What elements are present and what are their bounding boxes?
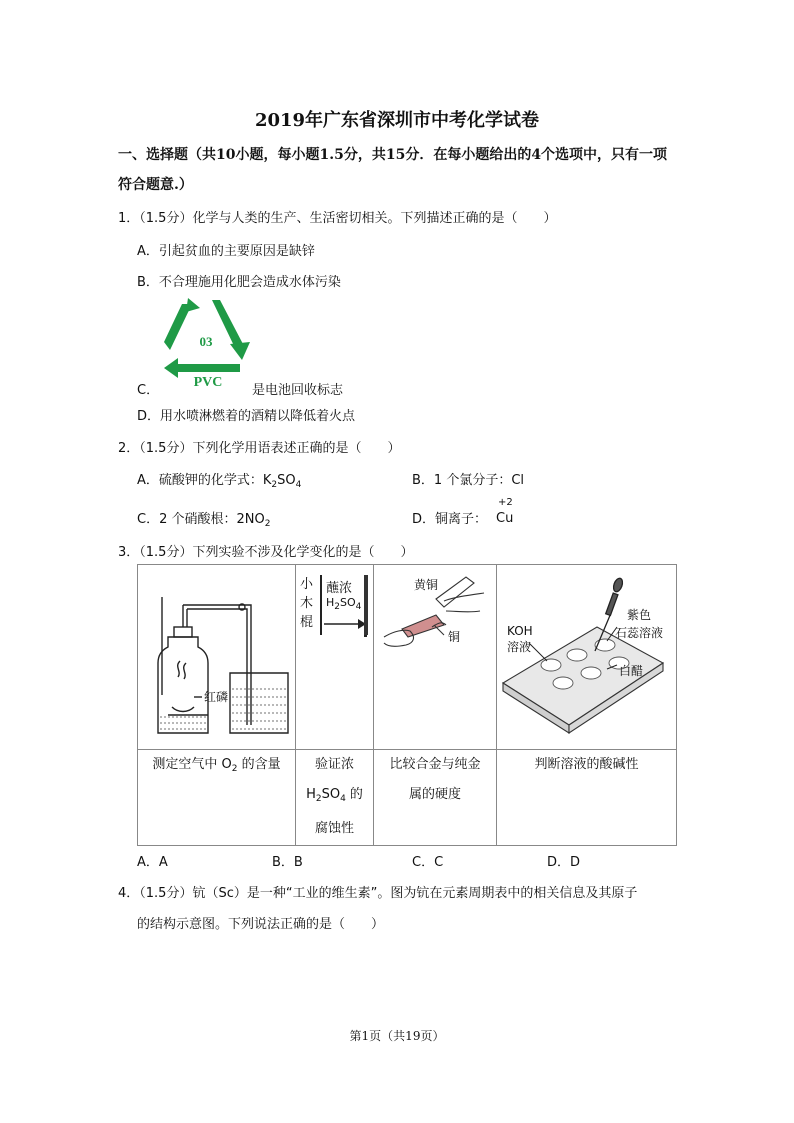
apparatus-red-phosphorus-icon (138, 565, 295, 745)
acid-h: H (326, 596, 335, 609)
q3-option-a: A．A (137, 855, 168, 870)
caption-b-so: SO (321, 787, 341, 802)
q2-option-c (137, 508, 270, 529)
experiment-table (137, 564, 677, 846)
caption-b-sub2: 4 (340, 794, 346, 804)
section-heading-line2: 符合题意.） (118, 177, 193, 193)
page-title: 2019年广东省深圳市中考化学试卷 (254, 110, 540, 131)
stick-char-3: 棍 (300, 615, 314, 630)
recycle-code: 03 (199, 334, 213, 349)
q2-option-b: B．1 个氯分子：Cl (412, 473, 525, 488)
q2-a-sub2: 4 (295, 480, 302, 490)
q3-option-b: B．B (272, 855, 303, 870)
page-footer: 第1页（共19页） (349, 1029, 445, 1043)
q1-option-d: D．用水喷淋燃着的酒精以降低着火点 (137, 409, 356, 424)
q4-line1: 4．（1.5分）钪（Sc）是一种“工业的维生素”。图为钪在元素周期表中的相关信息及其原子 (118, 886, 638, 901)
scratch-hardness-icon (374, 565, 496, 745)
caption-d: 判断溶液的酸碱性 (497, 750, 677, 846)
recycle-label: PVC (193, 375, 223, 388)
acid-so: SO (340, 596, 356, 609)
q2-c-text: C．2 个硝酸根：2NO (137, 512, 265, 527)
koh-label-2: 溶液 (507, 640, 532, 654)
figure-b-cell (296, 565, 374, 750)
caption-c (374, 750, 497, 846)
caption-a-text: 测定空气中 O (152, 757, 232, 772)
spot-plate-icon (497, 565, 676, 745)
q2-option-a (137, 469, 301, 490)
red-phosphorus-label: 红磷 (204, 690, 229, 704)
acid-label (326, 596, 361, 612)
q1-option-c-suffix: 是电池回收标志 (252, 383, 344, 398)
caption-b-sub1: 2 (315, 794, 322, 804)
caption-c-line1: 比较合金与纯金 (389, 757, 481, 772)
blackened-stick (364, 575, 368, 635)
dipped-label: 蘸浓 (326, 581, 353, 596)
q2-d-charge: +2 (498, 497, 513, 508)
caption-b-de: 的 (345, 787, 363, 802)
q2-c-sub: 2 (264, 519, 271, 529)
caption-a-suffix: 的含量 (237, 757, 281, 772)
q1-option-c-prefix: C． (137, 383, 160, 398)
vinegar-label: 白醋 (619, 664, 644, 678)
q3-stem: 3．（1.5分）下列实验不涉及化学变化的是（ ） (118, 545, 414, 560)
q2-a-text: A．硫酸钾的化学式：K (137, 473, 272, 488)
caption-a-sub: 2 (231, 764, 238, 774)
arrow-right-icon (322, 615, 368, 637)
q1-option-b: B．不合理施用化肥会造成水体污染 (137, 275, 341, 290)
caption-b-h: H (306, 787, 316, 802)
litmus-label-2: 石蕊溶液 (615, 626, 664, 640)
figure-d-cell (497, 565, 677, 750)
figure-c-cell (374, 565, 497, 750)
acid-sub2: 4 (355, 602, 362, 612)
q2-a-mid: SO (277, 473, 296, 488)
section-heading-line1: 一、选择题（共10小题，每小题1.5分，共15分．在每小题给出的4个选项中，只有一项 (118, 147, 668, 163)
recycle-symbol-icon (160, 298, 252, 388)
q2-stem: 2．（1.5分）下列化学用语表述正确的是（ ） (118, 441, 401, 456)
brass-label: 黄铜 (414, 578, 439, 592)
figure-a-cell (138, 565, 296, 750)
caption-a (138, 750, 296, 846)
caption-b (296, 750, 374, 846)
q2-a-sub1: 2 (271, 480, 278, 490)
copper-label: 铜 (448, 630, 461, 644)
caption-b-line1: 验证浓 (314, 757, 354, 772)
wooden-stick-label (300, 575, 314, 632)
q1-option-a: A．引起贫血的主要原因是缺锌 (137, 244, 315, 259)
stick-char-1: 小 (300, 577, 314, 592)
koh-label-1: KOH (507, 624, 533, 638)
stick-char-2: 木 (300, 596, 314, 611)
q2-d-symbol: Cu (496, 511, 514, 526)
q4-line2: 的结构示意图。下列说法正确的是（ ） (137, 917, 385, 932)
q3-option-c: C．C (412, 855, 444, 870)
litmus-label-1: 紫色 (627, 608, 652, 622)
q2-option-d: D．铜离子： (412, 512, 488, 527)
section-heading (118, 140, 678, 200)
caption-c-line2: 属的硬度 (408, 787, 461, 802)
q3-option-d: D．D (547, 855, 581, 870)
caption-b-line3: 腐蚀性 (314, 821, 354, 836)
acid-sub1: 2 (334, 602, 341, 612)
caption-b-line2 (296, 780, 373, 814)
q1-stem: 1．（1.5分）化学与人类的生产、生活密切相关。下列描述正确的是（ ） (118, 211, 557, 226)
